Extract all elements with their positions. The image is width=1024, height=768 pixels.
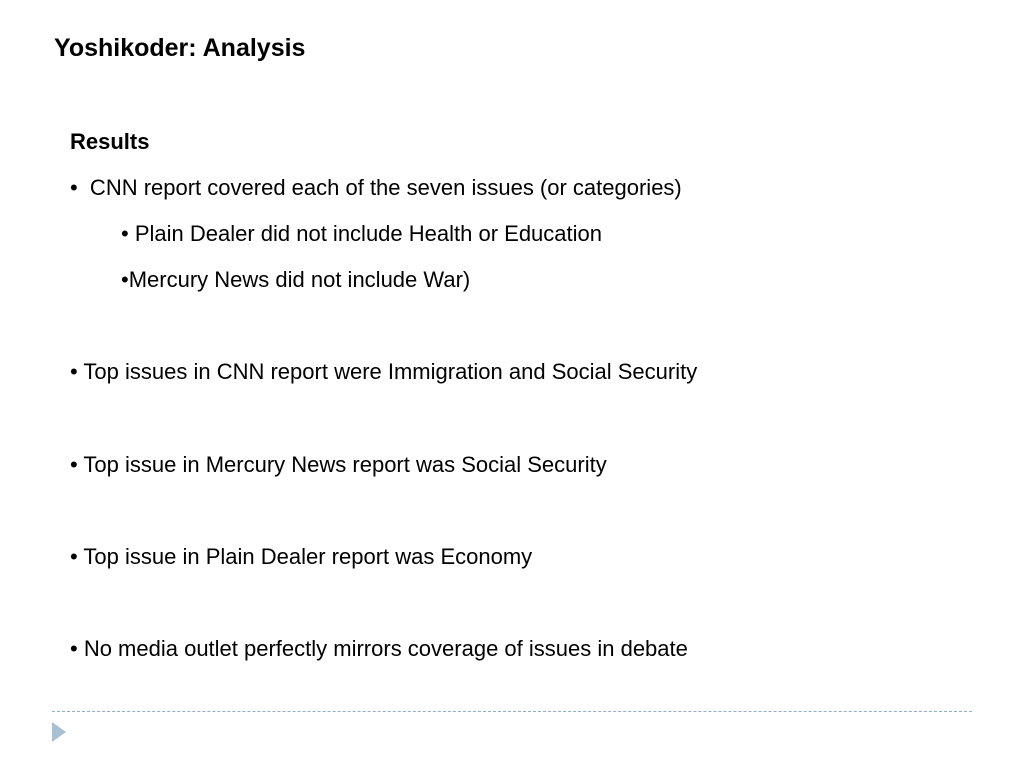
sub-bullet-mercury-news: •Mercury News did not include War) [121,267,471,292]
triangle-right-icon [52,722,66,742]
bullet-cnn-top-issues: • Top issues in CNN report were Immigration and Social Security [70,359,698,384]
sub-bullet-plain-dealer: • Plain Dealer did not include Health or Education [121,221,602,246]
bullet-plain-dealer-top-issue: • Top issue in Plain Dealer report was Economy [70,544,533,569]
bullet-cnn-coverage: • CNN report covered each of the seven issues (or categories) [70,175,682,200]
bullet-no-mirror: • No media outlet perfectly mirrors coverage of issues in debate [70,636,688,661]
slide-title: Yoshikoder: Analysis [54,34,306,62]
results-heading: Results [70,129,150,154]
footer-divider [52,711,972,712]
bullet-mercury-top-issue: • Top issue in Mercury News report was Social Security [70,452,607,477]
